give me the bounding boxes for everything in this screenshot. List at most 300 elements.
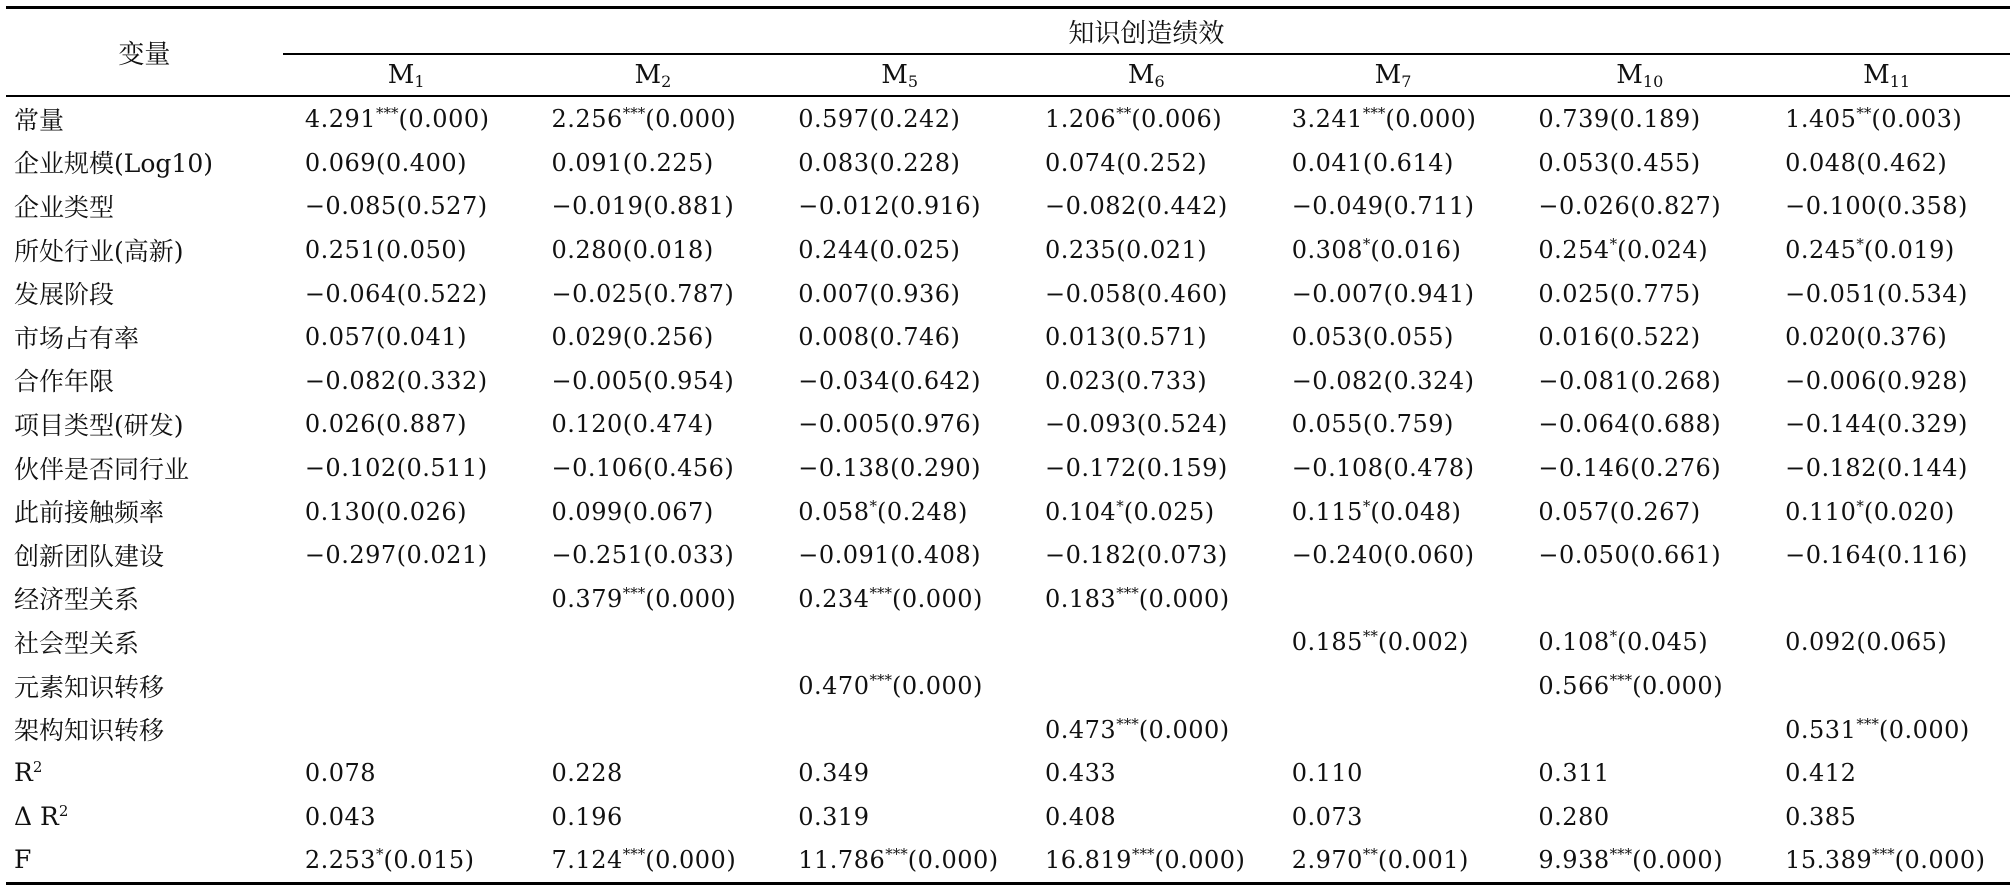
coefficient: 0.055: [1291, 410, 1363, 439]
significance-stars: ***: [622, 845, 646, 864]
p-value: (0.116): [1876, 541, 1968, 570]
table-cell: [776, 533, 1023, 577]
table-cell: [283, 489, 530, 533]
p-value: (0.000): [1894, 846, 1986, 875]
table-cell: [1270, 664, 1517, 708]
row-label: [6, 96, 283, 141]
coefficient: 0.319: [798, 802, 870, 831]
p-value: (0.000): [891, 584, 983, 613]
row-label: [6, 577, 283, 621]
table-cell: [530, 184, 777, 228]
table-cell: [776, 446, 1023, 490]
coefficient: 0.074: [1044, 148, 1117, 177]
row-label: [6, 402, 283, 446]
row-label: [6, 664, 283, 708]
p-value: (0.001): [1377, 846, 1469, 875]
table-cell: [1516, 795, 1763, 839]
p-value: (0.024): [1617, 236, 1709, 265]
row-label-text: 社会型关系: [14, 628, 140, 658]
table-cell: [1270, 533, 1517, 577]
p-value: (0.534): [1876, 279, 1968, 308]
p-value: (0.442): [1136, 192, 1228, 221]
table-cell: [283, 533, 530, 577]
coefficient: 0.183: [1044, 584, 1117, 613]
p-value: (0.003): [1871, 105, 1963, 134]
p-value: (0.527): [396, 192, 488, 221]
coefficient: 0.029: [551, 323, 623, 352]
p-value: (0.936): [869, 279, 961, 308]
significance-stars: ***: [622, 583, 646, 602]
coefficient: 15.389: [1785, 846, 1873, 875]
table-cell: [776, 141, 1023, 185]
coefficient: −0.091: [798, 541, 891, 570]
table-cell: [283, 838, 530, 883]
coefficient: −0.182: [1044, 541, 1137, 570]
significance-stars: **: [1362, 845, 1378, 864]
row-label-text: 发展阶段: [14, 280, 115, 310]
table-cell: [283, 402, 530, 446]
coefficient: 0.048: [1785, 148, 1857, 177]
table-cell: [776, 228, 1023, 272]
significance-stars: *: [1609, 235, 1618, 254]
table-row: [6, 315, 2010, 359]
table-cell: [776, 795, 1023, 839]
p-value: (0.045): [1617, 628, 1709, 657]
coefficient: −0.082: [304, 366, 397, 395]
p-value: (0.522): [1609, 323, 1701, 352]
model-header-3: [1023, 54, 1270, 96]
p-value: (0.242): [869, 105, 961, 134]
row-label: [6, 315, 283, 359]
model-subscript: 2: [661, 71, 672, 91]
table-cell: [1023, 489, 1270, 533]
p-value: (0.524): [1136, 410, 1228, 439]
table-cell: [1270, 795, 1517, 839]
p-value: (0.408): [890, 541, 982, 570]
table-cell: [1516, 315, 1763, 359]
table-cell: [530, 141, 777, 185]
row-label: [6, 795, 283, 839]
coefficient: −0.007: [1291, 279, 1384, 308]
coefficient: 0.244: [798, 236, 870, 265]
coefficient: 7.124: [551, 846, 623, 875]
table-row: [6, 184, 2010, 228]
table-cell: [776, 577, 1023, 621]
group-header: 知识创造绩效: [283, 8, 2010, 55]
coefficient: 0.470: [798, 672, 870, 701]
coefficient: 0.739: [1538, 105, 1610, 134]
significance-stars: *: [1856, 235, 1864, 254]
table-cell: [283, 228, 530, 272]
coefficient: −0.034: [798, 366, 891, 395]
table-cell: [1023, 184, 1270, 228]
table-cell: [1270, 489, 1517, 533]
table-cell: [1023, 446, 1270, 490]
p-value: (0.928): [1876, 366, 1968, 395]
coefficient: 0.196: [551, 802, 623, 831]
coefficient: 0.349: [798, 759, 870, 788]
table-cell: [1516, 271, 1763, 315]
p-value: (0.478): [1383, 454, 1475, 483]
row-label: [6, 141, 283, 185]
table-cell: [283, 184, 530, 228]
table-cell: [1763, 315, 2010, 359]
p-value: (0.048): [1370, 497, 1462, 526]
p-value: (0.144): [1876, 454, 1968, 483]
coefficient: 0.078: [304, 759, 377, 788]
table-row: [6, 751, 2010, 795]
table-cell: [283, 795, 530, 839]
table-cell: [1763, 359, 2010, 403]
table-cell: [776, 359, 1023, 403]
p-value: (0.881): [643, 192, 735, 221]
table-cell: [1023, 751, 1270, 795]
model-base: M: [387, 59, 415, 90]
table-cell: [1270, 315, 1517, 359]
table-cell: [1270, 838, 1517, 883]
row-label-text: 经济型关系: [14, 585, 140, 615]
model-base: M: [634, 59, 662, 90]
coefficient: −0.049: [1291, 192, 1384, 221]
coefficient: −0.064: [1538, 410, 1631, 439]
p-value: (0.887): [376, 410, 467, 439]
significance-stars: ***: [622, 104, 646, 123]
coefficient: 0.235: [1044, 236, 1117, 265]
coefficient: −0.102: [304, 454, 397, 483]
p-value: (0.775): [1609, 279, 1701, 308]
table-cell: [776, 489, 1023, 533]
coefficient: −0.064: [304, 279, 397, 308]
row-label: [6, 707, 283, 751]
coefficient: 0.412: [1785, 759, 1857, 788]
table-cell: [776, 402, 1023, 446]
table-cell: [1270, 271, 1517, 315]
p-value: (0.015): [383, 846, 475, 875]
significance-stars: ***: [376, 104, 399, 123]
regression-table: [6, 6, 2010, 885]
coefficient: 0.108: [1538, 628, 1610, 657]
table-cell: [530, 577, 777, 621]
coefficient: −0.138: [798, 454, 891, 483]
table-cell: [776, 271, 1023, 315]
coefficient: 11.786: [798, 846, 886, 875]
significance-stars: *: [1362, 496, 1371, 515]
table-cell: [1023, 359, 1270, 403]
table-cell: [776, 184, 1023, 228]
p-value: (0.225): [622, 148, 714, 177]
p-value: (0.787): [643, 279, 735, 308]
p-value: (0.358): [1876, 192, 1968, 221]
row-label-text: F: [14, 845, 32, 875]
coefficient: 0.254: [1538, 236, 1610, 265]
variable-header: 变量: [6, 8, 283, 97]
table-row: [6, 446, 2010, 490]
table-cell: [1516, 707, 1763, 751]
coefficient: 0.228: [551, 759, 623, 788]
model-base: M: [1616, 59, 1643, 90]
p-value: (0.000): [398, 105, 490, 134]
row-label: [6, 359, 283, 403]
table-cell: [1023, 533, 1270, 577]
table-cell: [1516, 184, 1763, 228]
coefficient: −0.108: [1291, 454, 1384, 483]
p-value: (0.916): [890, 192, 982, 221]
row-label-text: 架构知识转移: [14, 716, 165, 746]
table-cell: [283, 664, 530, 708]
p-value: (0.733): [1116, 366, 1208, 395]
table-row: [6, 96, 2010, 141]
row-label: [6, 533, 283, 577]
significance-stars: **: [1856, 104, 1872, 123]
coefficient: 0.531: [1785, 715, 1857, 744]
table-cell: [1763, 751, 2010, 795]
table-cell: [283, 446, 530, 490]
coefficient: −0.012: [798, 192, 891, 221]
significance-stars: *: [1116, 496, 1124, 515]
p-value: (0.159): [1136, 454, 1228, 483]
table-cell: [776, 751, 1023, 795]
coefficient: −0.100: [1785, 192, 1877, 221]
table-cell: [1270, 184, 1517, 228]
coefficient: −0.240: [1291, 541, 1384, 570]
table-cell: [1270, 751, 1517, 795]
table-row: [6, 228, 2010, 272]
table-row: [6, 707, 2010, 751]
row-label: [6, 489, 283, 533]
table-cell: [1763, 446, 2010, 490]
model-header-5: [1516, 54, 1763, 96]
coefficient: −0.050: [1538, 541, 1631, 570]
table-cell: [1023, 96, 1270, 141]
row-label-superscript: 2: [32, 758, 43, 777]
significance-stars: **: [1362, 627, 1378, 646]
p-value: (0.000): [891, 672, 983, 701]
p-value: (0.060): [1383, 541, 1475, 570]
coefficient: −0.006: [1785, 366, 1877, 395]
coefficient: 3.241: [1291, 105, 1363, 134]
p-value: (0.000): [645, 584, 737, 613]
table-row: [6, 838, 2010, 883]
table-cell: [530, 533, 777, 577]
coefficient: −0.005: [551, 366, 644, 395]
coefficient: 0.023: [1044, 366, 1117, 395]
significance-stars: *: [1609, 627, 1618, 646]
p-value: (0.189): [1609, 105, 1701, 134]
model-header-1: [530, 54, 777, 96]
table-cell: [530, 271, 777, 315]
coefficient: 0.073: [1291, 802, 1363, 831]
coefficient: 0.057: [304, 323, 377, 352]
coefficient: 0.115: [1291, 497, 1363, 526]
table-cell: [1763, 664, 2010, 708]
table-cell: [1023, 315, 1270, 359]
table-cell: [1763, 141, 2010, 185]
p-value: (0.511): [396, 454, 488, 483]
coefficient: 0.280: [551, 236, 623, 265]
coefficient: 0.091: [551, 148, 623, 177]
p-value: (0.256): [622, 323, 714, 352]
p-value: (0.474): [622, 410, 714, 439]
model-subscript: 6: [1154, 71, 1165, 91]
p-value: (0.026): [376, 497, 467, 526]
table-cell: [1516, 533, 1763, 577]
p-value: (0.324): [1383, 366, 1475, 395]
p-value: (0.033): [643, 541, 735, 570]
p-value: (0.000): [1632, 846, 1724, 875]
table-cell: [1270, 96, 1517, 141]
table-cell: [1516, 446, 1763, 490]
coefficient: 0.069: [304, 148, 377, 177]
p-value: (0.021): [396, 541, 488, 570]
table-cell: [530, 838, 777, 883]
table-cell: [776, 664, 1023, 708]
row-label-text: 企业规模(Log10): [14, 149, 213, 179]
table-cell: [1516, 402, 1763, 446]
coefficient: 0.433: [1044, 759, 1117, 788]
p-value: (0.073): [1136, 541, 1228, 570]
row-label: [6, 228, 283, 272]
table-cell: [530, 751, 777, 795]
p-value: (0.025): [1123, 497, 1215, 526]
coefficient: −0.085: [304, 192, 397, 221]
significance-stars: *: [1362, 235, 1371, 254]
table-cell: [1270, 228, 1517, 272]
table-row: [6, 489, 2010, 533]
coefficient: 0.110: [1785, 497, 1857, 526]
table-cell: [1023, 228, 1270, 272]
table-cell: [776, 315, 1023, 359]
table-cell: [1516, 577, 1763, 621]
row-label-text: 项目类型(研发): [14, 410, 184, 440]
table-cell: [1516, 489, 1763, 533]
coefficient: −0.251: [551, 541, 644, 570]
p-value: (0.329): [1876, 410, 1968, 439]
table-cell: [776, 838, 1023, 883]
p-value: (0.050): [376, 236, 467, 265]
table-cell: [283, 141, 530, 185]
p-value: (0.018): [622, 236, 714, 265]
coefficient: −0.082: [1044, 192, 1137, 221]
table-cell: [1763, 795, 2010, 839]
p-value: (0.248): [876, 497, 968, 526]
row-label-superscript: 2: [58, 801, 69, 820]
table-cell: [776, 707, 1023, 751]
coefficient: −0.297: [304, 541, 397, 570]
coefficient: 9.938: [1538, 846, 1610, 875]
p-value: (0.976): [890, 410, 982, 439]
coefficient: 0.026: [304, 410, 377, 439]
table-cell: [1763, 707, 2010, 751]
model-subscript: 1: [414, 71, 425, 91]
table-cell: [1516, 228, 1763, 272]
coefficient: 1.405: [1785, 105, 1857, 134]
table-cell: [530, 795, 777, 839]
coefficient: 2.256: [551, 105, 623, 134]
p-value: (0.827): [1630, 192, 1722, 221]
coefficient: −0.058: [1044, 279, 1137, 308]
p-value: (0.462): [1856, 148, 1948, 177]
coefficient: 0.008: [798, 323, 870, 352]
coefficient: 0.099: [551, 497, 623, 526]
p-value: (0.000): [1632, 672, 1724, 701]
table-cell: [1516, 751, 1763, 795]
significance-stars: ***: [1131, 845, 1155, 864]
table-cell: [1763, 402, 2010, 446]
coefficient: 0.104: [1044, 497, 1117, 526]
table-cell: [1270, 141, 1517, 185]
p-value: (0.290): [890, 454, 982, 483]
coefficient: 0.597: [798, 105, 870, 134]
table-cell: [1270, 446, 1517, 490]
row-label-text: 创新团队建设: [14, 541, 165, 571]
p-value: (0.759): [1362, 410, 1454, 439]
significance-stars: *: [869, 496, 877, 515]
significance-stars: ***: [1872, 845, 1895, 864]
row-label-text: 此前接触频率: [14, 498, 165, 528]
model-subscript: 11: [1889, 71, 1911, 91]
coefficient: 1.206: [1044, 105, 1117, 134]
table-cell: [1023, 577, 1270, 621]
table-row: [6, 577, 2010, 621]
coefficient: 16.819: [1044, 846, 1132, 875]
coefficient: 0.473: [1044, 715, 1117, 744]
significance-stars: ***: [1856, 714, 1879, 733]
p-value: (0.711): [1383, 192, 1475, 221]
coefficient: 0.308: [1291, 236, 1363, 265]
coefficient: −0.093: [1044, 410, 1137, 439]
model-subscript: 7: [1401, 71, 1412, 91]
row-label-text: Δ R: [14, 801, 59, 831]
table-cell: [776, 96, 1023, 141]
coefficient: 0.025: [1538, 279, 1610, 308]
coefficient: 0.083: [798, 148, 870, 177]
table-cell: [283, 271, 530, 315]
row-label-text: 伙伴是否同行业: [14, 454, 190, 484]
p-value: (0.021): [1116, 236, 1208, 265]
coefficient: −0.005: [798, 410, 891, 439]
p-value: (0.025): [869, 236, 961, 265]
model-header-6: [1763, 54, 2010, 96]
significance-stars: ***: [885, 845, 908, 864]
coefficient: 0.053: [1291, 323, 1363, 352]
p-value: (0.400): [376, 148, 467, 177]
table-cell: [1516, 664, 1763, 708]
model-base: M: [1863, 59, 1890, 90]
table-cell: [530, 402, 777, 446]
model-header-row: [6, 54, 2010, 96]
model-base: M: [1374, 59, 1402, 90]
significance-stars: ***: [1362, 104, 1386, 123]
p-value: (0.456): [643, 454, 735, 483]
table-cell: [283, 577, 530, 621]
row-label: [6, 271, 283, 315]
row-label: [6, 620, 283, 664]
table-cell: [1023, 664, 1270, 708]
table-cell: [283, 707, 530, 751]
significance-stars: ***: [1609, 845, 1633, 864]
table-row: [6, 795, 2010, 839]
coefficient: 0.013: [1044, 323, 1117, 352]
table-cell: [1270, 707, 1517, 751]
table-cell: [1763, 577, 2010, 621]
p-value: (0.460): [1136, 279, 1228, 308]
row-label-text: 企业类型: [14, 192, 115, 222]
p-value: (0.455): [1609, 148, 1701, 177]
table-cell: [530, 707, 777, 751]
table-cell: [1270, 359, 1517, 403]
model-subscript: 5: [907, 71, 919, 91]
coefficient: 0.043: [304, 802, 377, 831]
